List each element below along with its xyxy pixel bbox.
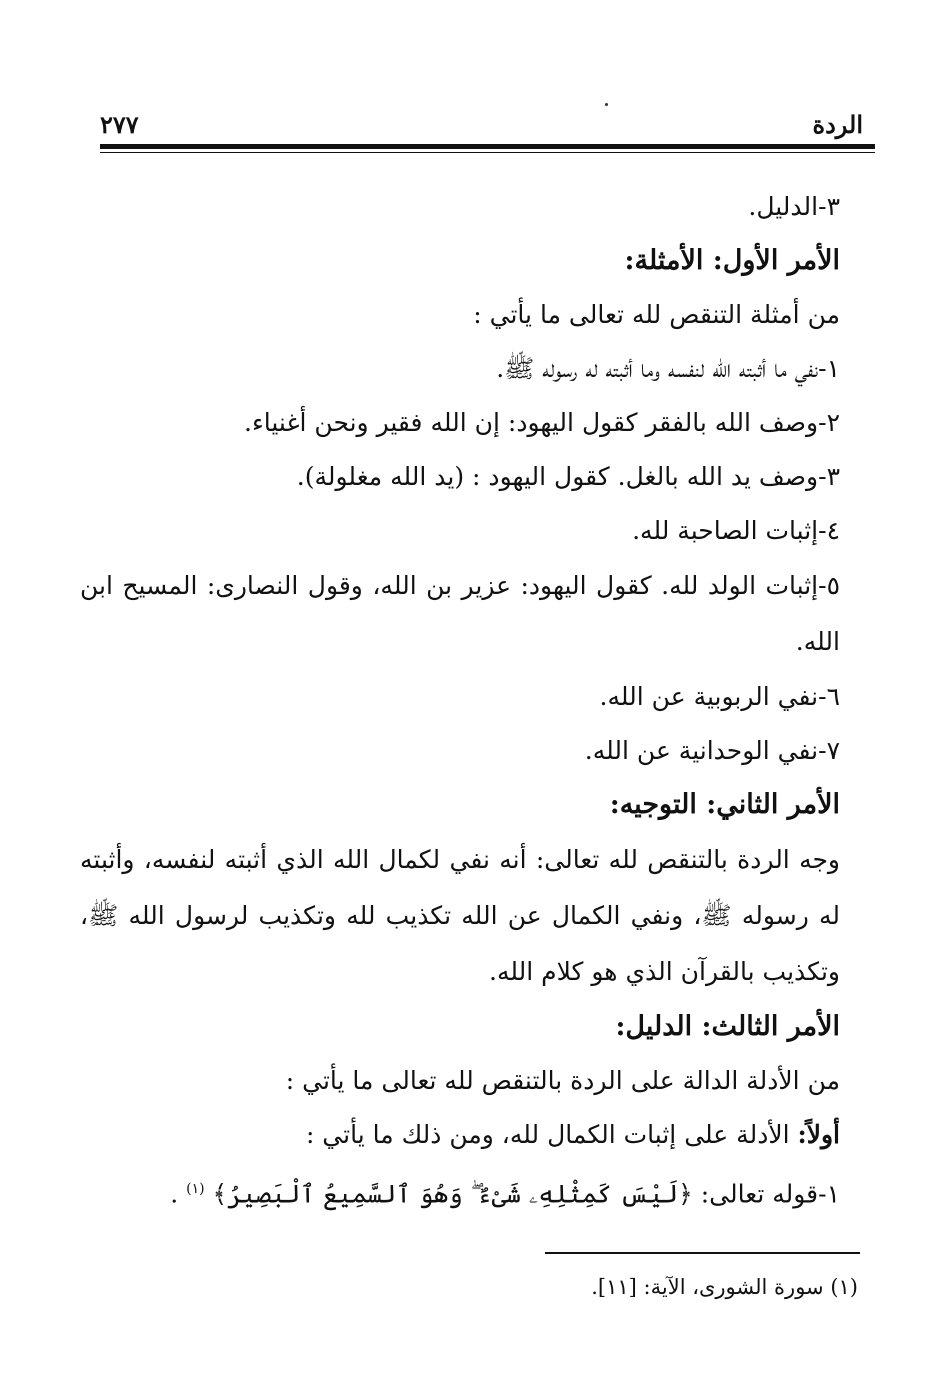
header-rule-thick	[100, 144, 875, 149]
item-dalil: ٣-الدليل.	[748, 192, 840, 221]
scan-dot	[605, 103, 608, 106]
intro-evidence: من الأدلة الدالة على الردة بالتنقص لله تعالى ما يأتي :	[285, 1066, 840, 1095]
example-6: ٦-نفي الربوبية عن الله.	[599, 682, 840, 711]
heading-examples: الأمر الأول: الأمثلة:	[624, 245, 840, 276]
chapter-title: الردة	[812, 110, 863, 139]
intro-examples: من أمثلة التنقص لله تعالى ما يأتي :	[473, 300, 840, 329]
quran-verse: ﴿لَيْسَ كَمِثْلِهِۦ شَىْءٌ ۖ وَهُوَ ٱلسَّمِيعُ ٱلْبَصِيرُ﴾	[212, 1179, 693, 1209]
example-2: ٢-وصف الله بالفقر كقول اليهود: إن الله فقير ونحن أغنياء.	[244, 408, 840, 437]
running-header	[100, 110, 875, 144]
body-text	[80, 180, 840, 1216]
footnote-ref: (١)	[186, 1181, 205, 1197]
heading-evidence: الأمر الثالث: الدليل:	[615, 1011, 840, 1042]
verse-line	[100, 1162, 840, 1216]
example-1: ١-نفي ما أثبته الله لنفسه وما أثبته له رسوله ﷺ.	[496, 354, 840, 383]
first-text: الأدلة على إثبات الكمال لله، ومن ذلك ما يأتي :	[305, 1120, 790, 1149]
verse-prefix: ١-قوله تعالى:	[692, 1179, 840, 1209]
example-5: ٥-إثبات الولد لله. كقول اليهود: عزير بن الله، وقول النصارى: المسيح ابن الله.	[80, 571, 840, 656]
header-rule-thin	[100, 152, 875, 153]
first-evidence	[100, 1108, 840, 1162]
verse-end: .	[170, 1179, 179, 1209]
page-number: ٢٧٧	[100, 110, 139, 139]
example-7: ٧-نفي الوحدانية عن الله.	[584, 736, 840, 765]
example-3: ٣-وصف يد الله بالغل. كقول اليهود : (يد الله مغلولة).	[296, 462, 840, 491]
example-4: ٤-إثبات الصاحبة لله.	[632, 516, 840, 545]
reasoning-paragraph: وجه الردة بالتنقص لله تعالى: أنه نفي لكمال الله الذي أثبته لنفسه، وأثبته له رسوله ﷺ، ونفي الكمال عن الله تكذيب لله وتكذيب لرسول الله ﷺ، وتكذيب بالقرآن الذي هو كلام الله.	[80, 845, 840, 986]
footnote-1: (١) سورة الشورى، الآية: [١١].	[591, 1275, 858, 1299]
footnote-divider	[545, 1252, 860, 1254]
heading-reasoning: الأمر الثاني: التوجيه:	[609, 789, 840, 820]
first-lead: أولاً:	[797, 1120, 840, 1149]
